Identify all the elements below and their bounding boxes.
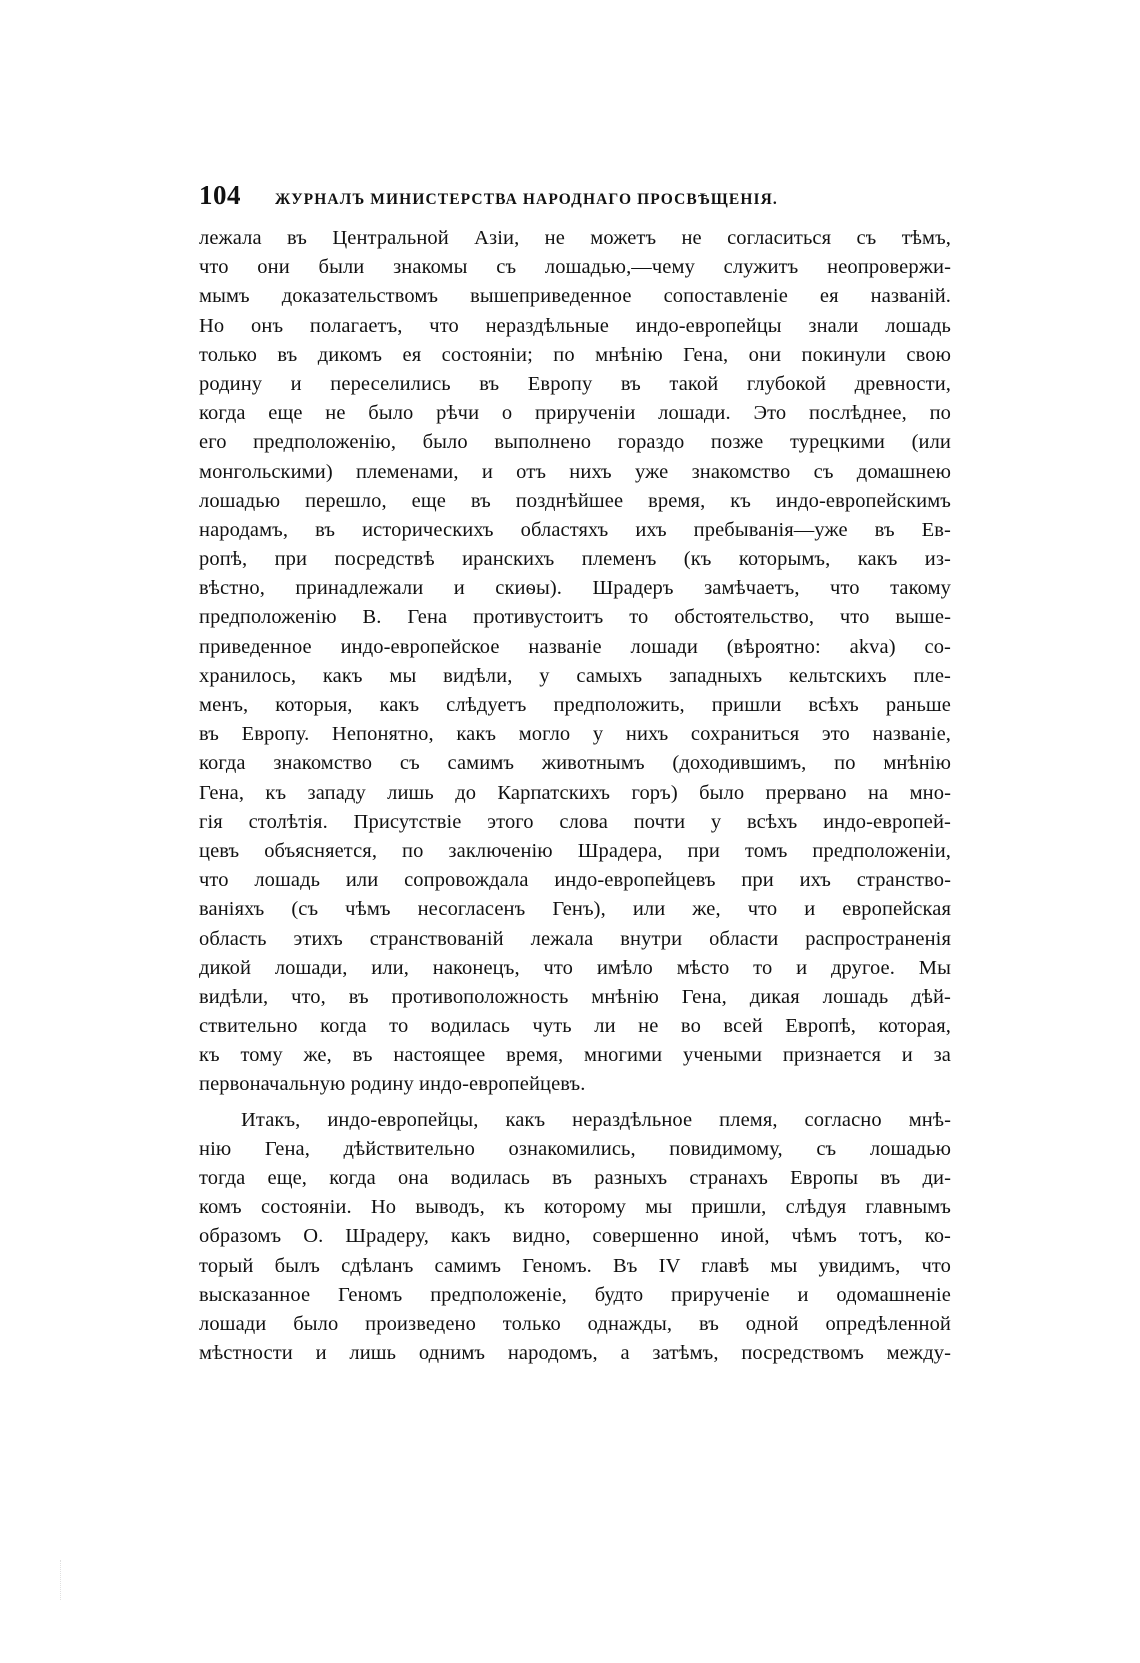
text-line: лошадью перешло, еще въ позднѣйшее время, къ индо-европейскимъ bbox=[199, 489, 951, 512]
text-line: Но онъ полагаетъ, что нераздѣльные индо-европейцы знали лошадь bbox=[199, 314, 951, 337]
text-line: высказанное Геномъ предположеніе, будто прирученіе и одомашненіе bbox=[199, 1283, 951, 1306]
text-line: ваніяхъ (съ чѣмъ несогласенъ Генъ), или же, что и европейская bbox=[199, 898, 951, 921]
journal-title: ЖУРНАЛЪ МИНИСТЕРСТВА НАРОДНАГО ПРОСВѢЩЕНІЯ. bbox=[275, 191, 778, 208]
paragraph bbox=[199, 1106, 951, 1369]
text-line: торый былъ сдѣланъ самимъ Геномъ. Въ IV главѣ мы увидимъ, что bbox=[199, 1254, 951, 1277]
text-line: Гена, къ западу лишь до Карпатскихъ горъ) было прервано на мно- bbox=[199, 781, 951, 804]
running-head bbox=[199, 180, 959, 216]
text-line: въ Европу. Непонятно, какъ могло у нихъ сохраниться это названіе, bbox=[199, 723, 951, 746]
text-line: комъ состояніи. Но выводъ, къ которому мы пришли, слѣдуя главнымъ bbox=[199, 1196, 951, 1219]
text-line: что они были знакомы съ лошадью,—чему служитъ неопровержи- bbox=[199, 256, 951, 279]
text-line: къ тому же, въ настоящее время, многими учеными признается и за bbox=[199, 1044, 951, 1067]
text-line: ропѣ, при посредствѣ иранскихъ племенъ (къ которымъ, какъ из- bbox=[199, 548, 951, 571]
text-line: вѣстно, принадлежали и скиѳы). Шрадеръ замѣчаетъ, что такому bbox=[199, 577, 951, 600]
text-line: приведенное индо-европейское названіе лошади (вѣроятно: akva) со- bbox=[199, 635, 951, 658]
text-line: только въ дикомъ ея состояніи; по мнѣнію Гена, они покинули свою bbox=[199, 343, 951, 366]
text-line: область этихъ странствованій лежала внутри области распространенія bbox=[199, 927, 951, 950]
text-line: что лошадь или сопровождала индо-европейцевъ при ихъ странство- bbox=[199, 869, 951, 892]
text-line: первоначальную родину индо-европейцевъ. bbox=[199, 1073, 586, 1096]
text-line: образомъ О. Шрадеру, какъ видно, совершенно иной, чѣмъ тотъ, ко- bbox=[199, 1225, 951, 1248]
text-line: народамъ, въ историческихъ областяхъ ихъ пребыванія—уже въ Ев- bbox=[199, 518, 951, 541]
text-line: предположенію В. Гена противустоитъ то обстоятельство, что выше- bbox=[199, 606, 951, 629]
text-line: видѣли, что, въ противоположность мнѣнію Гена, дикая лошадь дѣй- bbox=[199, 985, 951, 1008]
text-line: монгольскими) племенами, и отъ нихъ уже знакомство съ домашнею bbox=[199, 460, 951, 483]
text-line: дикой лошади, или, наконецъ, что имѣло мѣсто то и другое. Мы bbox=[199, 956, 951, 979]
text-line: Итакъ, индо-европейцы, какъ нераздѣльное племя, согласно мнѣ- bbox=[241, 1108, 951, 1131]
text-line: цевъ объясняется, по заключенію Шрадера, при томъ предположеніи, bbox=[199, 839, 951, 862]
page-number: 104 bbox=[199, 180, 241, 210]
text-line: когда еще не было рѣчи о прирученіи лошади. Это послѣднее, по bbox=[199, 402, 951, 425]
text-line: нію Гена, дѣйствительно ознакомились, повидимому, съ лошадью bbox=[199, 1137, 951, 1160]
text-line: хранилось, какъ мы видѣли, у самыхъ западныхъ кельтскихъ пле- bbox=[199, 664, 951, 687]
text-line: родину и переселились въ Европу въ такой глубокой древности, bbox=[199, 372, 951, 395]
text-line: тогда еще, когда она водилась въ разныхъ странахъ Европы въ ди- bbox=[199, 1167, 951, 1189]
text-line: когда знакомство съ самимъ животнымъ (доходившимъ, по мнѣнію bbox=[199, 752, 951, 775]
margin-mark bbox=[60, 1560, 81, 1600]
body-text bbox=[199, 224, 951, 1368]
text-line: ствительно когда то водилась чуть ли не во всей Европѣ, которая, bbox=[199, 1015, 951, 1038]
text-line: гія столѣтія. Присутствіе этого слова почти у всѣхъ индо-европей- bbox=[199, 810, 951, 833]
text-line: менъ, которыя, какъ слѣдуетъ предположить, пришли всѣхъ раньше bbox=[199, 694, 951, 716]
text-line: мѣстности и лишь однимъ народомъ, а затѣмъ, посредствомъ между- bbox=[199, 1342, 951, 1365]
text-line: его предположенію, было выполнено гораздо позже турецкими (или bbox=[199, 431, 951, 454]
paragraph bbox=[199, 224, 951, 1100]
text-line: лежала въ Центральной Азіи, не можетъ не согласиться съ тѣмъ, bbox=[199, 227, 951, 249]
text-line: мымъ доказательствомъ вышеприведенное сопоставленіе ея названій. bbox=[199, 285, 951, 308]
text-line: лошади было произведено только однажды, въ одной опредѣленной bbox=[199, 1312, 951, 1335]
